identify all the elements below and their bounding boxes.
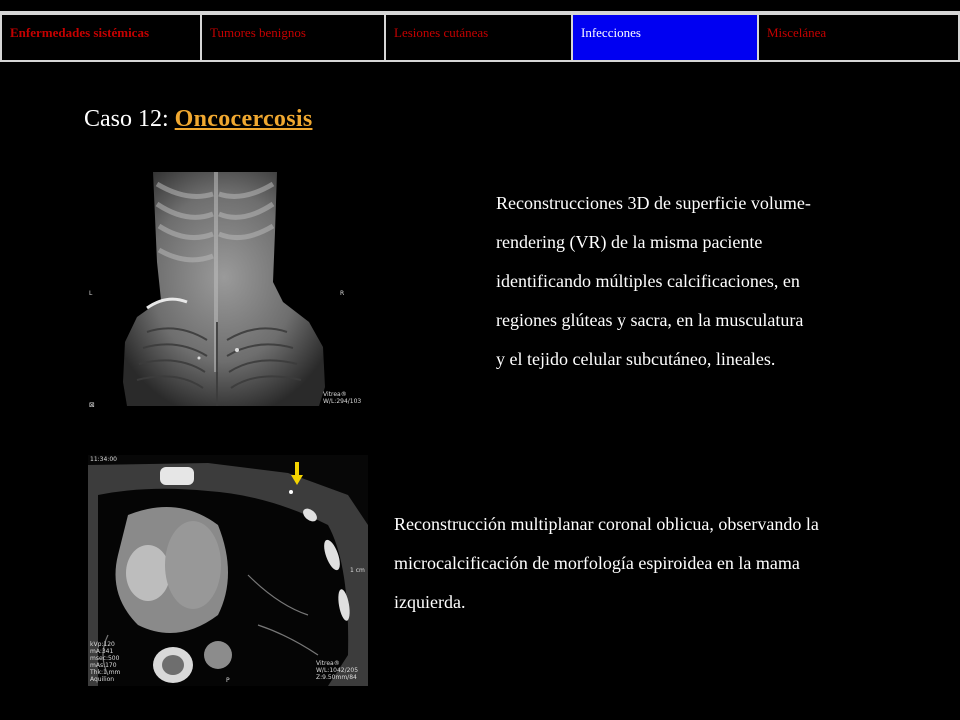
mpr-description-line: izquierda. bbox=[394, 592, 466, 612]
ct-top-left-text bbox=[90, 456, 117, 463]
vr-description-line: regiones glúteas y sacra, en la musculatura bbox=[496, 310, 804, 330]
arrow-down-icon bbox=[290, 462, 304, 486]
vr-corner-line: Vitrea® bbox=[323, 391, 347, 398]
ct-mpr-image bbox=[88, 455, 368, 686]
ct-bottom-right-text bbox=[316, 660, 358, 681]
vr-left-marker: L bbox=[89, 290, 93, 297]
ct-param-line: Thk:1 mm bbox=[90, 669, 121, 676]
ct-param-line: mAs:170 bbox=[90, 662, 117, 669]
tab-lesiones-cutaneas[interactable]: Lesiones cutáneas bbox=[386, 15, 573, 60]
ct-param-line: msec:500 bbox=[90, 655, 120, 662]
diagnosis-link[interactable]: Oncocercosis bbox=[174, 106, 313, 132]
ct-window-line: Z:9.50mm/84 bbox=[316, 674, 357, 681]
tab-tumores-benignos[interactable]: Tumores benignos bbox=[202, 15, 386, 60]
tab-enfermedades-sistemicas[interactable]: Enfermedades sistémicas bbox=[2, 15, 202, 60]
vr-orientation-icon: ⊠ bbox=[89, 401, 95, 409]
tab-miscelanea[interactable]: Miscelánea bbox=[759, 15, 958, 60]
page-title bbox=[84, 106, 312, 133]
vr-corner-text bbox=[323, 391, 361, 405]
top-navigation-bar bbox=[0, 11, 960, 62]
ct-scale-text: 1 cm bbox=[350, 567, 365, 574]
vr-reconstruction-image bbox=[87, 172, 362, 411]
vr-right-marker: R bbox=[340, 290, 345, 297]
ct-top-line: 11:34:00 bbox=[90, 456, 117, 463]
vr-description-line: Reconstrucciones 3D de superficie volume- bbox=[496, 193, 811, 213]
case-number: Caso 12: bbox=[84, 106, 169, 132]
vr-description-line: rendering (VR) de la misma paciente bbox=[496, 232, 763, 252]
vr-description-line: y el tejido celular subcutáneo, lineales. bbox=[496, 349, 776, 369]
vr-corner-line: W/L:294/103 bbox=[323, 398, 362, 405]
ct-param-line: Aquilion bbox=[90, 676, 115, 683]
ct-param-line: mA:341 bbox=[90, 648, 114, 655]
vr-description bbox=[496, 184, 811, 379]
nav-tabs bbox=[2, 15, 958, 60]
ct-chest-illustration bbox=[88, 455, 368, 686]
mpr-description-line: Reconstrucción multiplanar coronal oblicua, observando la bbox=[394, 514, 819, 534]
ct-acquisition-params bbox=[90, 641, 120, 683]
vr-description-line: identificando múltiples calcificaciones, en bbox=[496, 271, 800, 291]
tab-infecciones[interactable]: Infecciones bbox=[573, 15, 759, 60]
ct-window-line: W/L:1042/205 bbox=[316, 667, 359, 674]
ct-window-line: Vitrea® bbox=[316, 660, 340, 667]
mpr-description bbox=[394, 505, 819, 622]
vr-back-illustration bbox=[87, 172, 355, 411]
ct-param-line: kVp:120 bbox=[90, 641, 115, 648]
mpr-description-line: microcalcificación de morfología espiroidea en la mama bbox=[394, 553, 800, 573]
ct-posterior-marker: P bbox=[226, 677, 230, 684]
